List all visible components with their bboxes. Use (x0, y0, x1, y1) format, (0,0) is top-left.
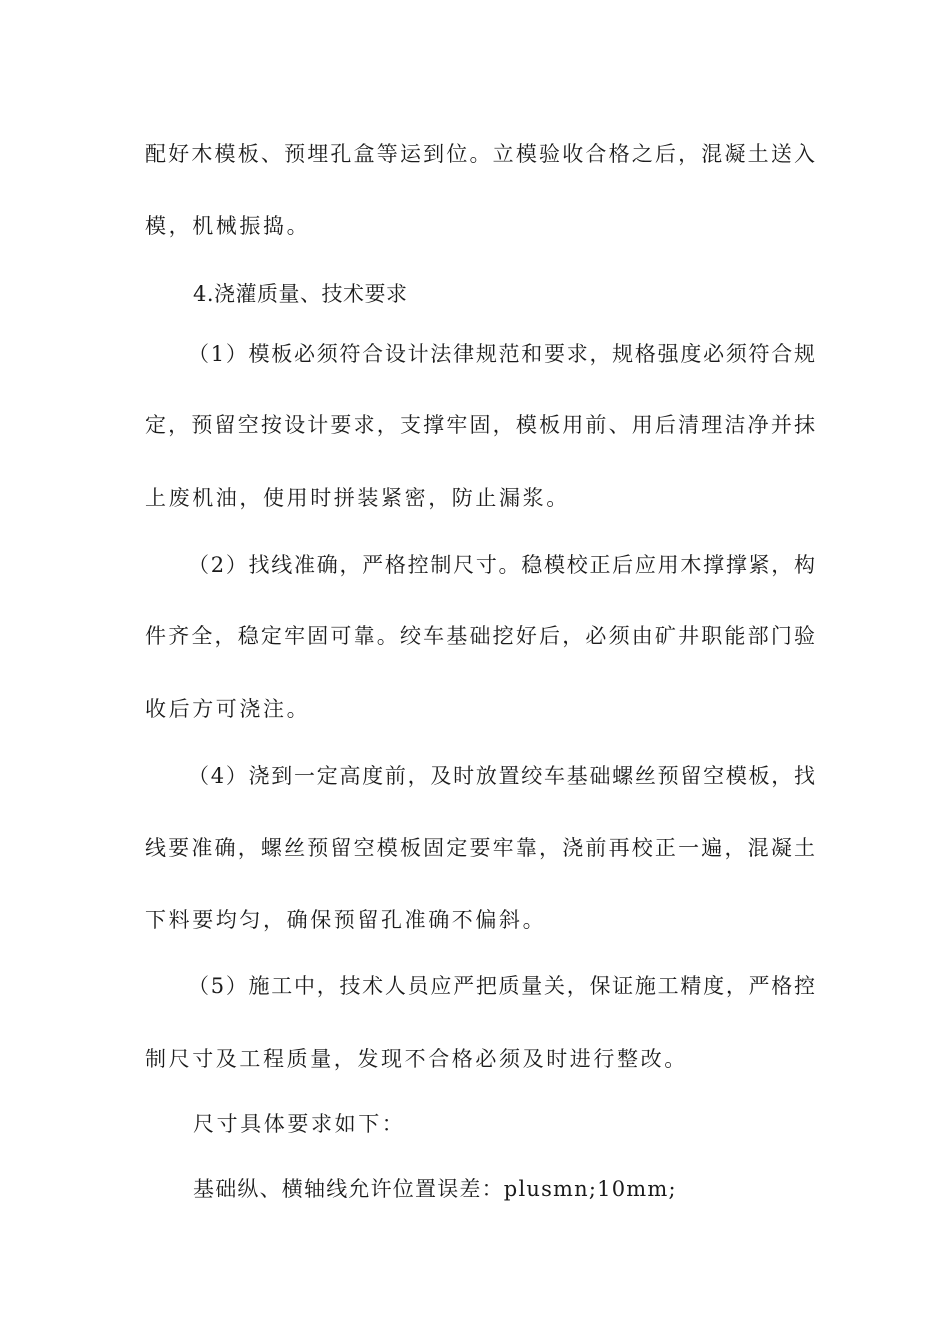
paragraph-line: 配好木模板、预埋孔盒等运到位。立模验收合格之后，混凝土送入 (145, 142, 815, 166)
section-heading: 4.浇灌质量、技术要求 (193, 282, 408, 306)
paragraph-line: 基础纵、横轴线允许位置误差：plusmn;10mm; (193, 1177, 677, 1201)
paragraph-line: 定，预留空按设计要求，支撑牢固，模板用前、用后清理洁净并抹 (145, 413, 815, 437)
paragraph-line: 尺寸具体要求如下： (193, 1112, 406, 1136)
paragraph-line: （2）找线准确，严格控制尺寸。稳模校正后应用木撑撑紧，构 (188, 553, 815, 577)
paragraph-line: 收后方可浇注。 (145, 697, 311, 721)
paragraph-line: 件齐全，稳定牢固可靠。绞车基础挖好后，必须由矿井职能部门验 (145, 624, 815, 648)
paragraph-line: 模，机械振捣。 (145, 214, 311, 238)
paragraph-line: （5）施工中，技术人员应严把质量关，保证施工精度，严格控 (188, 974, 815, 998)
paragraph-line: 线要准确，螺丝预留空模板固定要牢靠，浇前再校正一遍，混凝土 (145, 836, 815, 860)
paragraph-line: （1）模板必须符合设计法律规范和要求，规格强度必须符合规 (188, 342, 815, 366)
paragraph-line: 上废机油，使用时拼装紧密，防止漏浆。 (145, 486, 570, 510)
paragraph-line: 制尺寸及工程质量，发现不合格必须及时进行整改。 (145, 1047, 688, 1071)
paragraph-line: （4）浇到一定高度前，及时放置绞车基础螺丝预留空模板，找 (188, 764, 815, 788)
paragraph-line: 下料要均匀，确保预留孔准确不偏斜。 (145, 908, 547, 932)
